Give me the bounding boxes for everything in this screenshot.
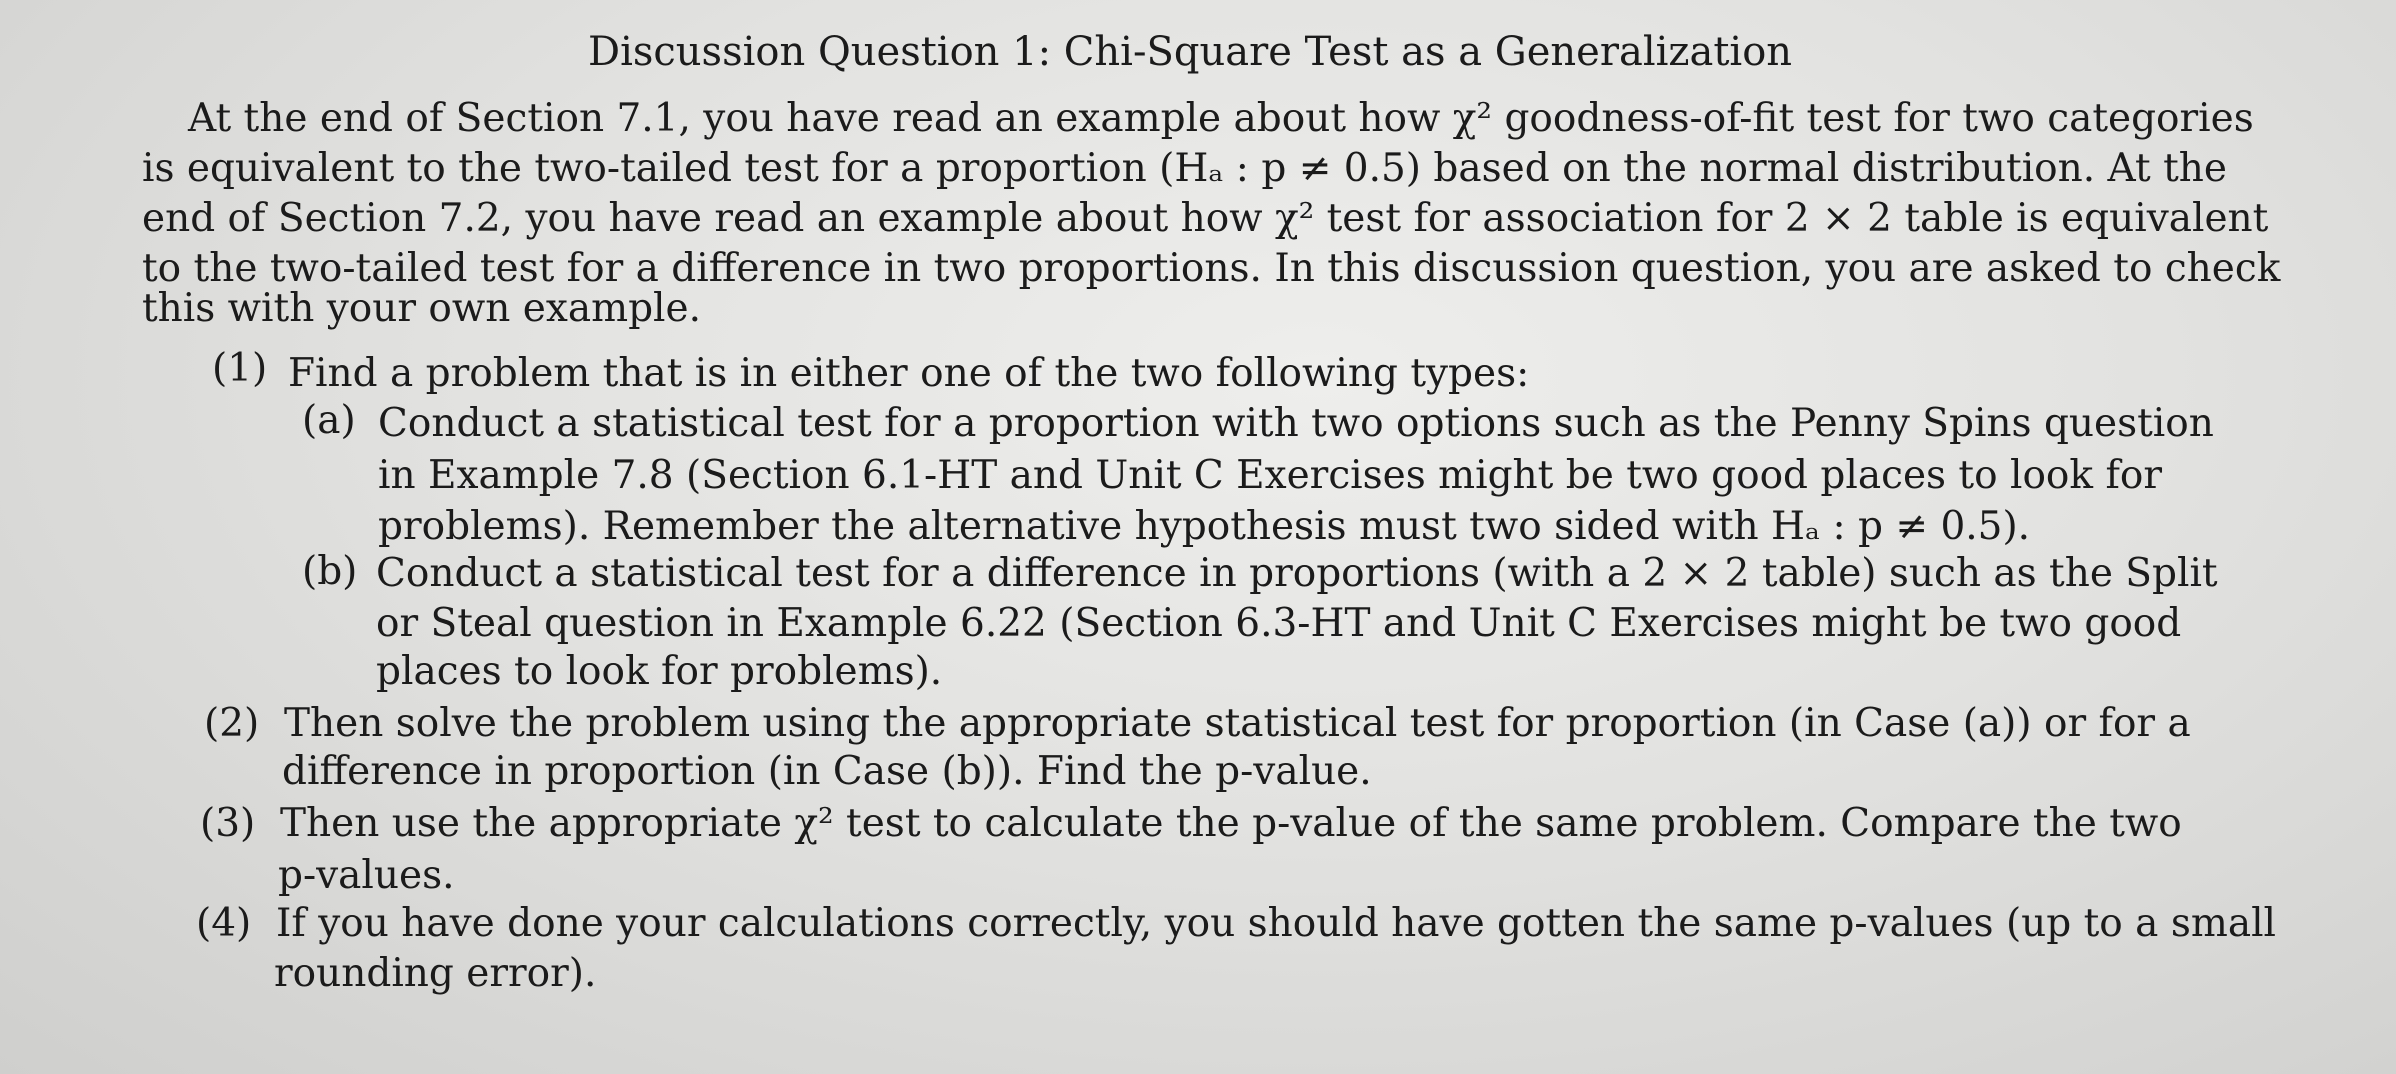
list-item-line: If you have done your calculations correctly, you should have gotten the same p-values (up to a small bbox=[276, 901, 2277, 946]
sub-list-item-line: Conduct a statistical test for a proportion with two options such as the Penny Spins question bbox=[378, 401, 2214, 446]
sub-list-marker: (b) bbox=[302, 549, 358, 594]
list-marker: (1) bbox=[212, 346, 268, 391]
list-item-line: Then use the appropriate χ² test to calculate the p-value of the same problem. Compare the two bbox=[280, 801, 2182, 846]
list-item-line: Find a problem that is in either one of the two following types: bbox=[288, 351, 1530, 396]
sub-list-item-line: in Example 7.8 (Section 6.1-HT and Unit C Exercises might be two good places to look for bbox=[378, 453, 2163, 498]
list-item-line: rounding error). bbox=[274, 951, 597, 996]
sub-list-item-line: Conduct a statistical test for a difference in proportions (with a 2 × 2 table) such as the Split bbox=[376, 551, 2218, 596]
sub-list-marker: (a) bbox=[302, 398, 356, 443]
sub-list-item-line: or Steal question in Example 6.22 (Section 6.3-HT and Unit C Exercises might be two good bbox=[376, 601, 2182, 646]
list-item-line: p-values. bbox=[278, 853, 455, 898]
list-marker: (4) bbox=[196, 901, 252, 946]
intro-line: this with your own example. bbox=[142, 286, 701, 331]
sub-list-item-line: places to look for problems). bbox=[376, 649, 943, 694]
list-item-line: Then solve the problem using the appropriate statistical test for proportion (in Case (a)) or for a bbox=[284, 701, 2191, 746]
list-marker: (3) bbox=[200, 801, 256, 846]
page-title: Discussion Question 1: Chi-Square Test as a Generalization bbox=[588, 29, 1793, 75]
intro-line: end of Section 7.2, you have read an example about how χ² test for association for 2 × 2 table is equivalent bbox=[142, 196, 2269, 241]
intro-line: is equivalent to the two-tailed test for a proportion (Hₐ : p ≠ 0.5) based on the normal distribution. At the bbox=[142, 146, 2227, 191]
intro-line: At the end of Section 7.1, you have read an example about how χ² goodness-of-fit test for two categories bbox=[188, 96, 2254, 141]
list-item-line: difference in proportion (in Case (b)). Find the p-value. bbox=[282, 749, 1372, 794]
sub-list-item-line: problems). Remember the alternative hypothesis must two sided with Hₐ : p ≠ 0.5). bbox=[378, 504, 2031, 549]
list-marker: (2) bbox=[204, 701, 260, 746]
intro-line: to the two-tailed test for a difference in two proportions. In this discussion question, you are asked to check bbox=[142, 246, 2281, 291]
